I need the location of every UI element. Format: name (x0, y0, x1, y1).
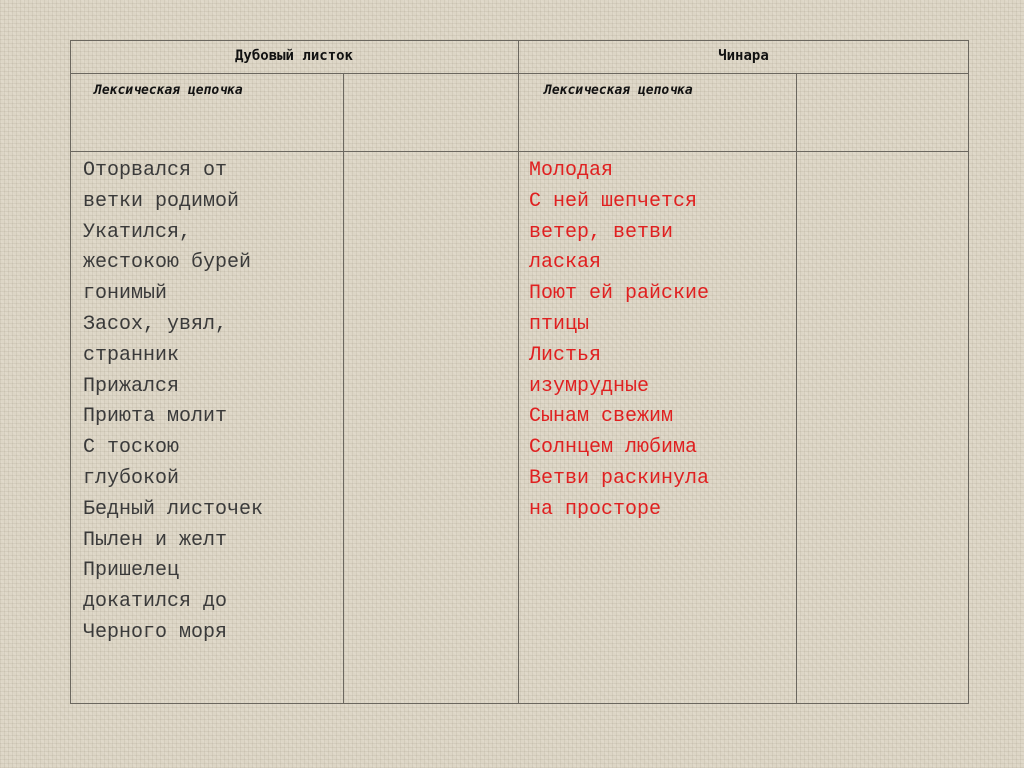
oak-lexical-list (83, 156, 263, 649)
table-column-divider-right-sub (796, 73, 797, 704)
list-item: жестокою бурей (83, 251, 252, 275)
list-item: Прижался (83, 374, 180, 398)
subheader-right-lexical-chain: Лексическая цепочка (544, 83, 693, 98)
list-item: гонимый (83, 282, 168, 306)
plane-lexical-list (529, 156, 709, 526)
table-column-divider-left-sub (343, 73, 344, 704)
list-item: Солнцем любима (529, 436, 698, 460)
list-item: С ней шепчется (529, 189, 698, 213)
list-item: ветер, ветви (529, 220, 674, 244)
list-item: докатился до (83, 590, 228, 614)
list-item: Бедный листочек (83, 497, 264, 521)
comparison-table (70, 40, 969, 704)
list-item: странник (83, 343, 180, 367)
table-header-divider (70, 73, 969, 74)
subheader-left-lexical-chain: Лексическая цепочка (94, 83, 243, 98)
list-item: Листья (529, 343, 602, 367)
list-item: Оторвался от (83, 159, 228, 182)
header-oak-leaf: Дубовый листок (234, 48, 353, 64)
list-item: С тоскою (83, 436, 180, 460)
table-subheader-divider (70, 151, 969, 152)
table-column-divider-main (518, 40, 519, 704)
list-item: Приюта молит (83, 405, 228, 429)
list-item: Ветви раскинула (529, 466, 710, 490)
header-plane-tree: Чинара (718, 48, 769, 64)
list-item: лаская (529, 251, 602, 275)
list-item: на просторе (529, 497, 662, 521)
list-item: Черного моря (83, 620, 228, 644)
table-border-top (70, 40, 969, 41)
list-item: Укатился, (83, 220, 192, 244)
table-border-right (968, 40, 969, 704)
list-item: Молодая (529, 159, 614, 182)
list-item: Пришелец (83, 559, 180, 583)
list-item: Пылен и желт (83, 528, 228, 552)
table-border-bottom (70, 703, 969, 704)
list-item: изумрудные (529, 374, 650, 398)
table-border-left (70, 40, 71, 704)
list-item: глубокой (83, 466, 180, 490)
list-item: Засох, увял, (83, 312, 228, 336)
list-item: птицы (529, 312, 590, 336)
list-item: Поют ей райские (529, 282, 710, 306)
list-item: ветки родимой (83, 189, 240, 213)
list-item: Сынам свежим (529, 405, 674, 429)
